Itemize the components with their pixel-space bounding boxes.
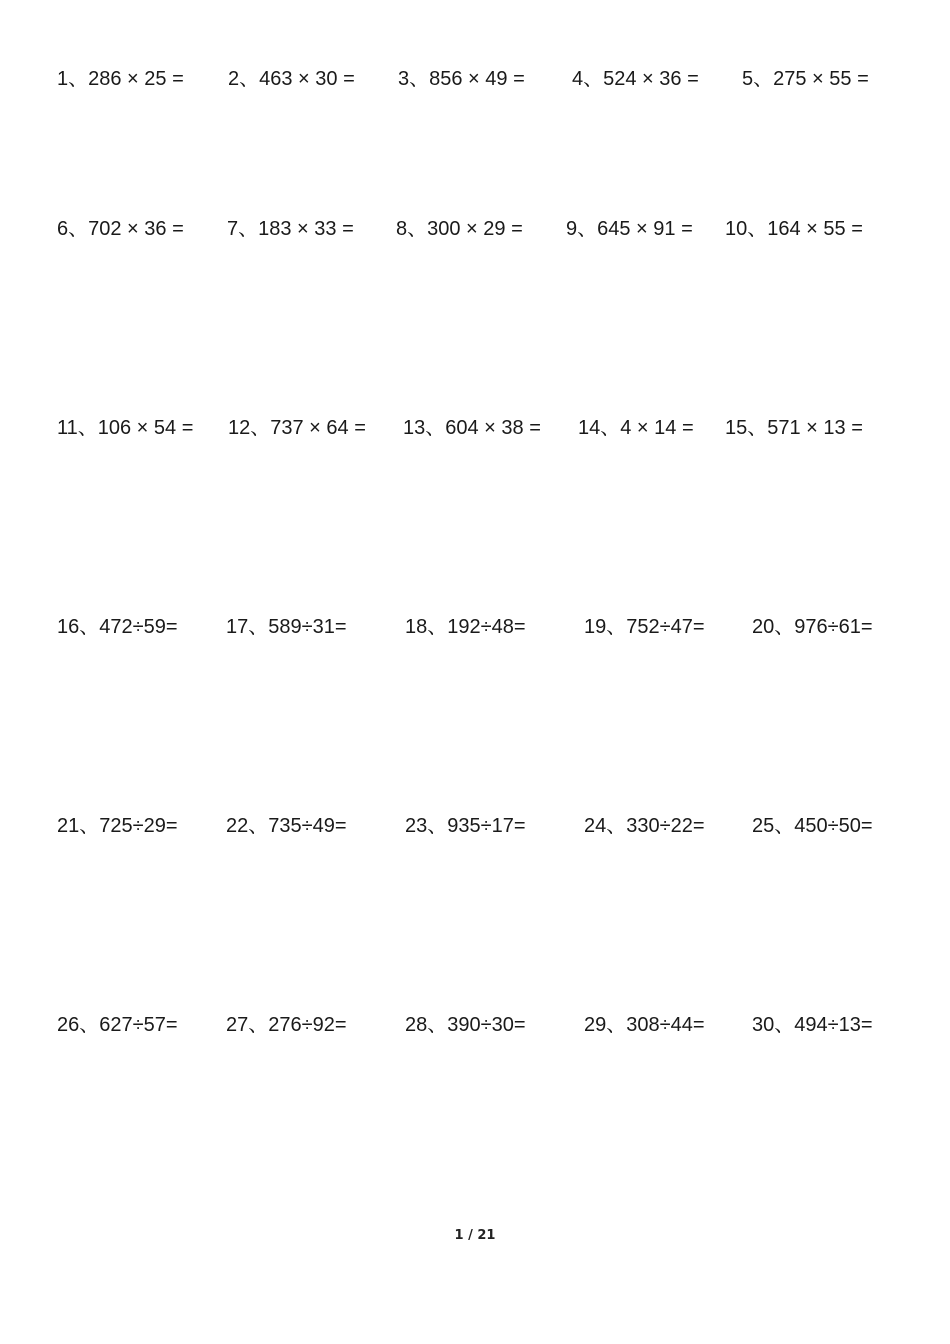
- problem-21: 21、725÷29=: [57, 815, 178, 837]
- problem-23: 23、935÷17=: [405, 815, 526, 837]
- problem-15: 15、571 × 13 =: [725, 417, 863, 439]
- problem-20: 20、976÷61=: [752, 616, 873, 638]
- problem-12: 12、737 × 64 =: [228, 417, 366, 439]
- page-indicator: 1 / 21: [454, 1228, 496, 1243]
- problem-8: 8、300 × 29 =: [396, 218, 523, 240]
- problem-29: 29、308÷44=: [584, 1014, 705, 1036]
- problem-7: 7、183 × 33 =: [227, 218, 354, 240]
- problem-25: 25、450÷50=: [752, 815, 873, 837]
- problem-3: 3、856 × 49 =: [398, 68, 525, 90]
- problem-1: 1、286 × 25 =: [57, 68, 184, 90]
- problem-14: 14、4 × 14 =: [578, 417, 694, 439]
- problem-11: 11、106 × 54 =: [57, 417, 194, 439]
- problem-6: 6、702 × 36 =: [57, 218, 184, 240]
- problem-28: 28、390÷30=: [405, 1014, 526, 1036]
- problem-9: 9、645 × 91 =: [566, 218, 693, 240]
- problem-10: 10、164 × 55 =: [725, 218, 863, 240]
- problem-5: 5、275 × 55 =: [742, 68, 869, 90]
- problem-24: 24、330÷22=: [584, 815, 705, 837]
- problem-27: 27、276÷92=: [226, 1014, 347, 1036]
- problem-26: 26、627÷57=: [57, 1014, 178, 1036]
- problem-22: 22、735÷49=: [226, 815, 347, 837]
- problem-2: 2、463 × 30 =: [228, 68, 355, 90]
- problem-19: 19、752÷47=: [584, 616, 705, 638]
- problem-30: 30、494÷13=: [752, 1014, 873, 1036]
- problem-17: 17、589÷31=: [226, 616, 347, 638]
- problem-4: 4、524 × 36 =: [572, 68, 699, 90]
- problem-13: 13、604 × 38 =: [403, 417, 541, 439]
- problem-18: 18、192÷48=: [405, 616, 526, 638]
- problem-16: 16、472÷59=: [57, 616, 178, 638]
